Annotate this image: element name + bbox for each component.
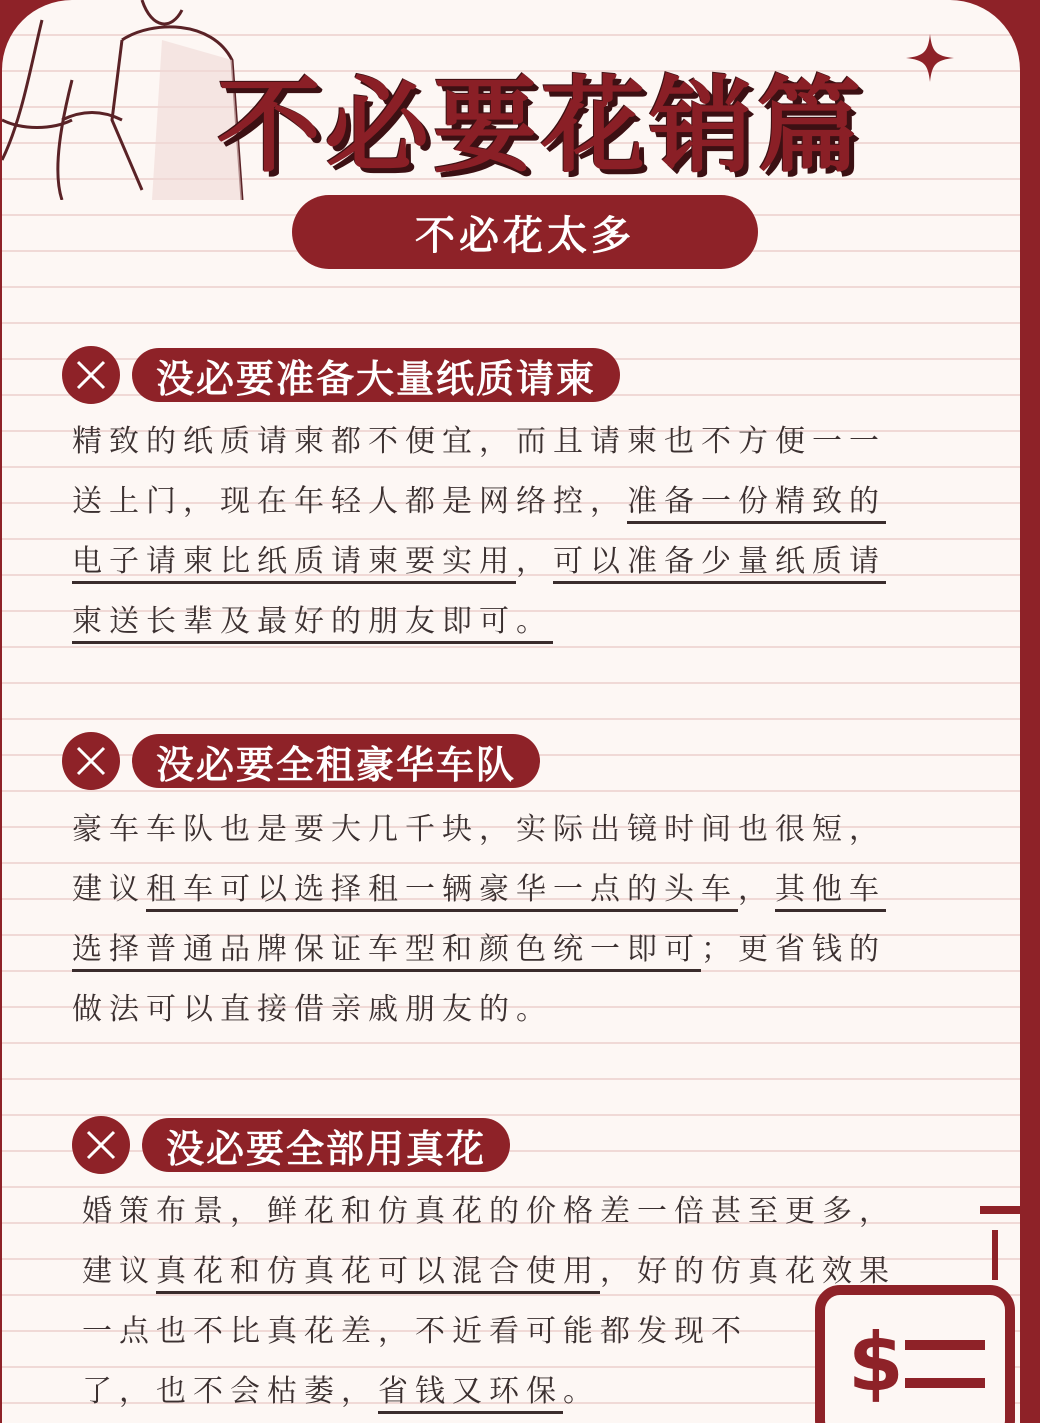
- section-title: 没必要准备大量纸质请柬: [132, 348, 620, 402]
- body-text: 。: [563, 1374, 600, 1409]
- body-line: [72, 472, 972, 532]
- body-text: 精致的纸质请柬都不便宜，而且请柬也不方便一一: [72, 424, 886, 459]
- highlighted-text: 电子请柬比纸质请柬要实用: [72, 544, 516, 584]
- highlighted-text: 真花和仿真花可以混合使用: [156, 1254, 600, 1294]
- x-icon: [62, 346, 120, 404]
- body-line: [72, 920, 972, 980]
- body-text: 豪车车队也是要大几千块，实际出镜时间也很短，: [72, 812, 886, 847]
- svg-text:$: $: [848, 1316, 904, 1409]
- section-body-1: [72, 412, 972, 652]
- body-text: 一点也不比真花差，不近看可能都发现不: [82, 1314, 748, 1349]
- money-card-icon: [810, 1200, 1020, 1423]
- body-line: [72, 592, 972, 652]
- body-text: ，: [516, 544, 553, 579]
- body-line: [72, 532, 972, 592]
- highlighted-text: 准备一份精致的: [627, 484, 886, 524]
- highlighted-text: 租车可以选择租一辆豪华一点的头车: [146, 872, 738, 912]
- body-text: 建议: [82, 1254, 156, 1289]
- highlighted-text: 柬送长辈及最好的朋友即可。: [72, 604, 553, 644]
- highlighted-text: 选择普通品牌保证车型和颜色统一即可: [72, 932, 701, 972]
- x-icon: [62, 732, 120, 790]
- body-text: ，: [738, 872, 775, 907]
- highlighted-text: 省钱又环保: [378, 1374, 563, 1414]
- body-text: 做法可以直接借亲戚朋友的。: [72, 992, 553, 1027]
- body-text: 了，也不会枯萎，: [82, 1374, 378, 1409]
- section-body-2: [72, 800, 972, 1040]
- body-text: 送上门，现在年轻人都是网络控，: [72, 484, 627, 519]
- highlighted-text: 可以准备少量纸质请: [553, 544, 886, 584]
- x-icon: [72, 1116, 130, 1174]
- body-text: 婚策布景，鲜花和仿真花的价格差一倍甚至更多，: [82, 1194, 896, 1229]
- body-line: [72, 412, 972, 472]
- subtitle-badge: 不必花太多: [292, 195, 758, 269]
- body-line: [72, 860, 972, 920]
- highlighted-text: 其他车: [775, 872, 886, 912]
- body-line: [72, 800, 972, 860]
- section-title: 没必要全部用真花: [142, 1118, 510, 1172]
- body-text: ，好的仿真花效果: [600, 1254, 896, 1289]
- section-title: 没必要全租豪华车队: [132, 734, 540, 788]
- body-line: [72, 980, 972, 1040]
- body-text: ；更省钱的: [701, 932, 886, 967]
- body-text: 建议: [72, 872, 146, 907]
- page-title: 不必要花销篇: [216, 65, 865, 187]
- poster-card: [2, 0, 1020, 1423]
